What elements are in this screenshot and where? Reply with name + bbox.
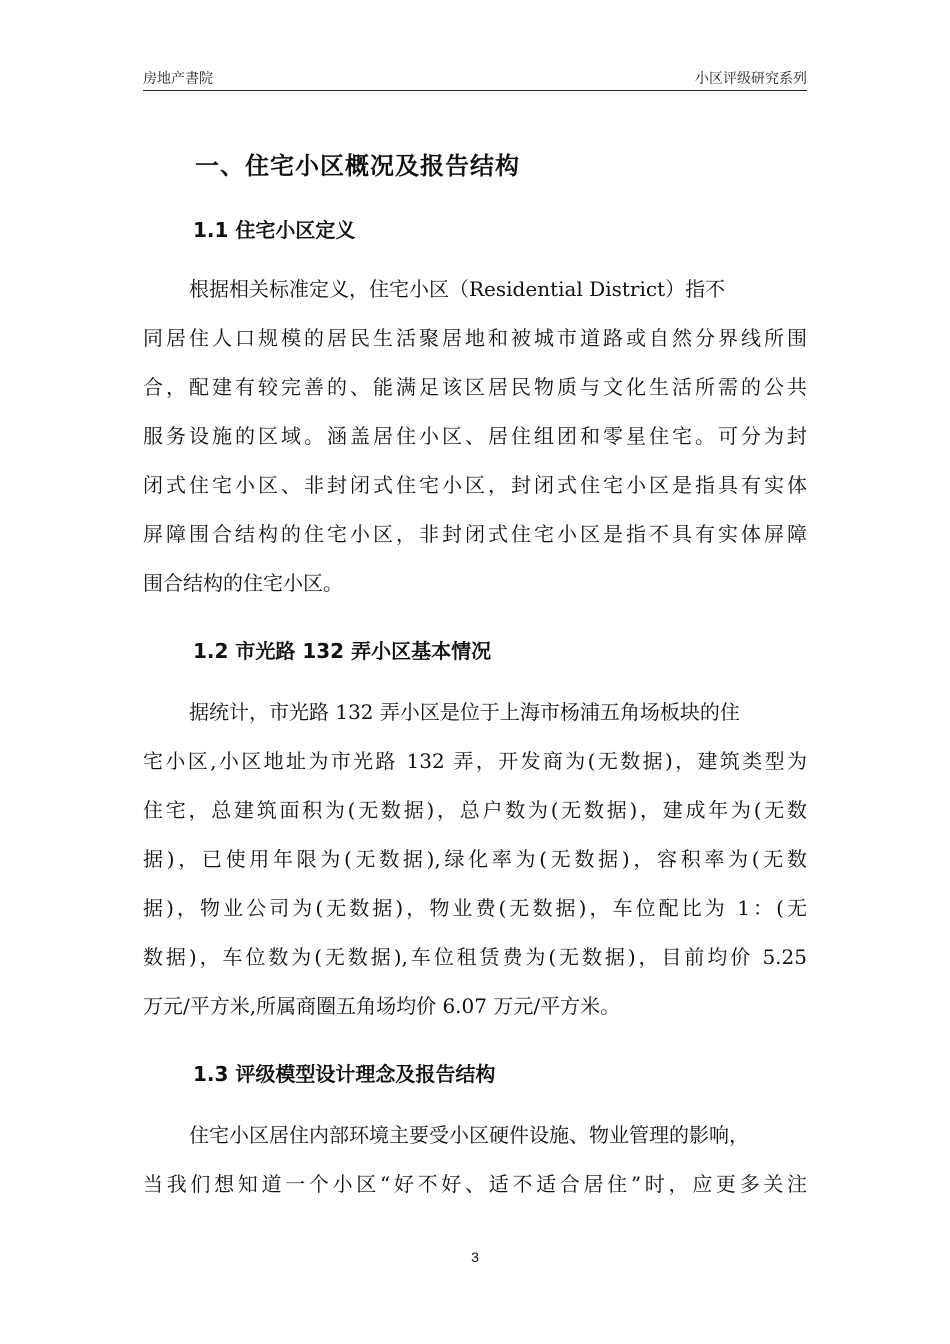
- paragraph-line: 住宅，总建筑面积为(无数据)，总户数为(无数据)，建成年为(无数: [143, 798, 807, 822]
- paragraph-line: 宅小区,小区地址为市光路 132 弄，开发商为(无数据)，建筑类型为: [143, 749, 807, 773]
- chapter-title: 一、住宅小区概况及报告结构: [195, 152, 520, 180]
- paragraph-line: 同居住人口规模的居民生活聚居地和被城市道路或自然分界线所围: [143, 326, 807, 350]
- paragraph-line: 住宅小区居住内部环境主要受小区硬件设施、物业管理的影响，: [189, 1123, 749, 1147]
- paragraph-line: 据)，物业公司为(无数据)，物业费(无数据)，车位配比为 1：(无: [143, 896, 807, 920]
- paragraph-line: 闭式住宅小区、非封闭式住宅小区，封闭式住宅小区是指具有实体: [143, 473, 807, 497]
- paragraph-line: 屏障围合结构的住宅小区，非封闭式住宅小区是指不具有实体屏障: [143, 522, 807, 546]
- header-left-text: 房地产書院: [143, 71, 213, 87]
- paragraph-line: 合，配建有较完善的、能满足该区居民物质与文化生活所需的公共: [143, 375, 807, 399]
- section-paragraph-1-3: [143, 1111, 807, 1209]
- section-paragraph-1-2: [143, 688, 807, 1031]
- header-right-text: 小区评级研究系列: [695, 71, 807, 87]
- section-heading-1-2: 1.2 市光路 132 弄小区基本情况: [193, 639, 492, 663]
- paragraph-line: 数据)，车位数为(无数据),车位租赁费为(无数据)，目前均价 5.25: [143, 945, 807, 969]
- section-heading-1-1: 1.1 住宅小区定义: [193, 218, 356, 242]
- paragraph-line: 围合结构的住宅小区。: [143, 571, 343, 595]
- section-paragraph-1-1: [143, 265, 807, 608]
- page-header: [143, 66, 807, 90]
- paragraph-line: 服务设施的区域。涵盖居住小区、居住组团和零星住宅。可分为封: [143, 424, 807, 448]
- page-number: 3: [471, 1249, 479, 1265]
- paragraph-line: 当我们想知道一个小区“好不好、适不适合居住”时，应更多关注: [143, 1172, 807, 1196]
- paragraph-line: 据统计，市光路 132 弄小区是位于上海市杨浦五角场板块的住: [189, 700, 740, 724]
- section-heading-1-3: 1.3 评级模型设计理念及报告结构: [193, 1062, 496, 1086]
- paragraph-line: 根据相关标准定义，住宅小区（Residential District）指不: [189, 277, 726, 301]
- header-divider: [143, 90, 807, 91]
- paragraph-line: 据)，已使用年限为(无数据),绿化率为(无数据)，容积率为(无数: [143, 847, 807, 871]
- paragraph-line: 万元/平方米,所属商圈五角场均价 6.07 万元/平方米。: [143, 994, 621, 1018]
